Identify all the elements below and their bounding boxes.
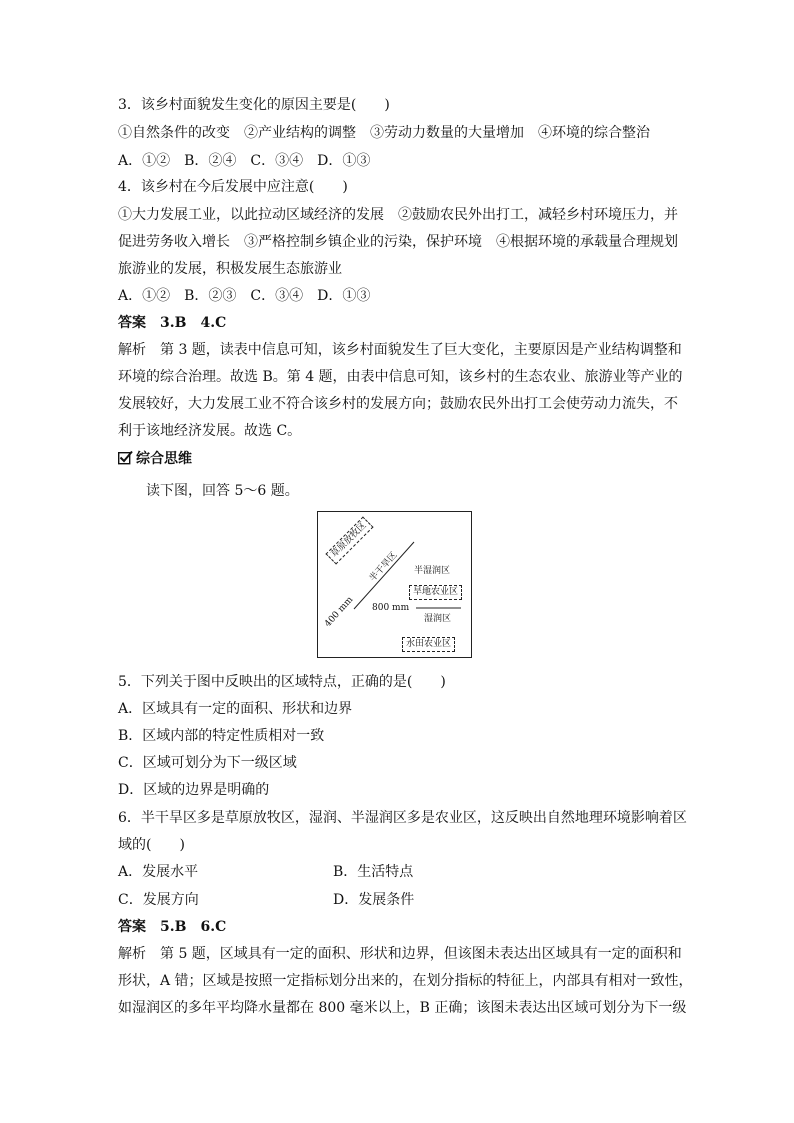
section-heading [118, 449, 192, 469]
isohyet-400-label: 400 mm [323, 595, 356, 630]
analysis-3-4-line1: 解析 第 3 题，读表中信息可知，该乡村面貌发生了巨大变化，主要原因是产业结构调整和 [118, 342, 682, 358]
grassland-grazing-box: 草原放牧区 [325, 516, 373, 564]
answer-5-6: 答案 5.B 6.C [118, 919, 227, 935]
q4-items-line2: 促进劳务收入增长 ③严格控制乡镇企业的污染，保护环境 ④根据环境的承载量合理规划 [118, 234, 678, 250]
q4-stem: 4．该乡村在今后发展中应注意( ) [118, 179, 348, 195]
q3-stem: 3．该乡村面貌发生变化的原因主要是( ) [118, 97, 390, 113]
checkbox-check-icon [118, 450, 133, 465]
q6-option-c: C．发展方向 [118, 892, 199, 908]
q4-items-line3: 旅游业的发展，积极发展生态旅游业 [118, 261, 342, 277]
q6-stem-line1: 6．半干旱区多是草原放牧区，湿润、半湿润区多是农业区，这反映出自然地理环境影响着区 [118, 810, 687, 826]
q5-option-a: A．区域具有一定的面积、形状和边界 [118, 701, 353, 717]
q5-stem: 5．下列关于图中反映出的区域特点，正确的是( ) [118, 674, 446, 690]
semi-arid-label: 半干旱区 [367, 550, 400, 584]
q3-items: ①自然条件的改变 ②产业结构的调整 ③劳动力数量的大量增加 ④环境的综合整治 [118, 125, 650, 141]
analysis-5-6-line2: 形状，A 错；区域是按照一定指标划分出来的，在划分指标的特征上，内部具有相对一致性， [118, 973, 693, 989]
q6-option-a: A．发展水平 [118, 864, 199, 880]
q5-option-d: D．区域的边界是明确的 [118, 782, 270, 798]
figure-instruction: 读下图，回答 5～6 题。 [146, 483, 299, 499]
q4-options: A．①② B．②③ C．③④ D．①③ [118, 288, 371, 304]
humid-label: 湿润区 [424, 614, 452, 624]
section-title: 综合思维 [136, 451, 192, 467]
analysis-5-6-line1: 解析 第 5 题，区域具有一定的面积、形状和边界，但该图未表达出区域具有一定的面积和 [118, 946, 682, 962]
paddy-farming-box: 水田农业区 [402, 637, 455, 652]
isohyet-800-label: 800 mm [372, 603, 410, 613]
semi-humid-label: 半湿润区 [414, 566, 451, 576]
analysis-3-4-line3: 发展较好，大力发展工业不符合该乡村的发展方向；鼓励农民外出打工会使劳动力流失，不 [118, 396, 678, 412]
q6-stem-line2: 域的( ) [118, 837, 185, 853]
analysis-3-4-line4: 利于该地经济发展。故选 C。 [118, 423, 302, 439]
precipitation-region-diagram [317, 511, 472, 658]
answer-3-4: 答案 3.B 4.C [118, 315, 227, 331]
q6-option-d: D．发展条件 [333, 892, 415, 908]
q4-items-line1: ①大力发展工业，以此拉动区域经济的发展 ②鼓励农民外出打工，减轻乡村环境压力，并 [118, 207, 678, 223]
q5-option-c: C．区域可划分为下一级区域 [118, 755, 297, 771]
q3-options: A．①② B．②④ C．③④ D．①③ [118, 153, 371, 169]
analysis-3-4-line2: 环境的综合治理。故选 B。第 4 题，由表中信息可知，该乡村的生态农业、旅游业等产业的 [118, 369, 683, 385]
q6-option-b: B．生活特点 [333, 864, 414, 880]
analysis-5-6-line3: 如湿润区的多年平均降水量都在 800 毫米以上，B 正确；该图未表达出区域可划分为下一级 [118, 1000, 687, 1016]
q5-option-b: B．区域内部的特定性质相对一致 [118, 728, 325, 744]
dryland-farming-box: 旱地农业区 [409, 585, 462, 600]
